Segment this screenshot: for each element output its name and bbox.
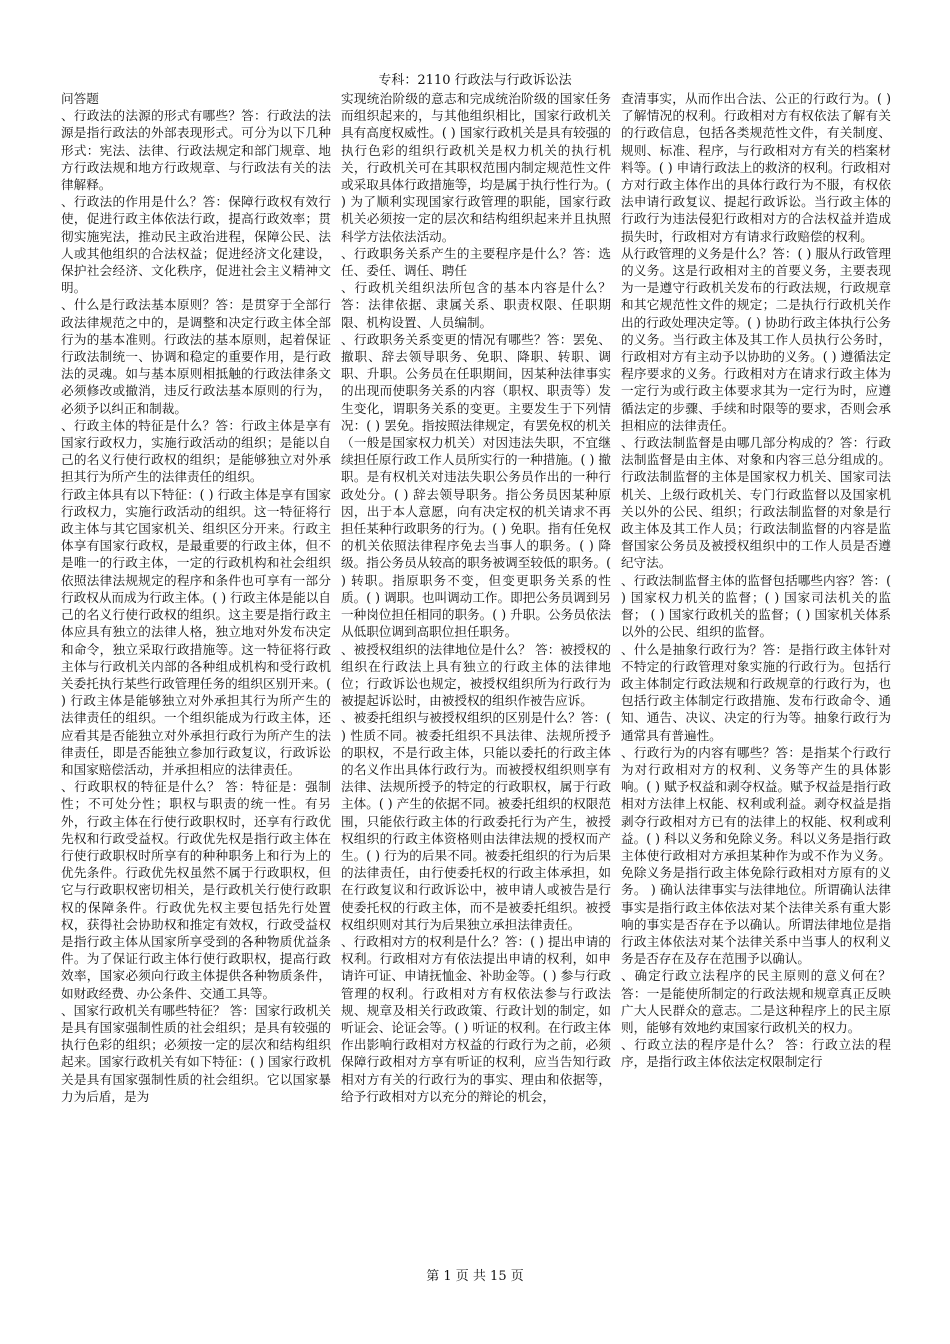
paragraph: 从行政管理的义务是什么？答：( ) 服从行政管理的义务。这是行政相对主的首要义务，主要表现为一是遵守行政机关发布的行政法规，行政规章和其它规范性文件的规定；二是执行行政机关作出的行政处理决定等。( ) 协助行政主体执行公务的义务。当行政主体及其工作人员执行公务时，行政相对方有主动予以协助的义务。( ) 遵循法定程序要求的义务。行政相对方在请求行政主体为一定行为或行政主体要求其为一定行为时，应遵循法定的步骤、手续和时限等的要求，否则会承担相应的法律责任。	[621, 245, 891, 433]
paragraph: 、行政机关组织法所包含的基本内容是什么？答：法律依据、隶属关系、职责权限、任职期限、机构设置、人员编制。	[341, 280, 611, 330]
paragraph: 、行政法制监督是由哪几部分构成的？答：行政法制监督是由主体、对象和内容三总分组成的。行政法制监督的主体是国家权力机关、国家司法机关、上级行政机关、专门行政监督以及国家机关以外的公民、组织；行政法制监督的对象是行政主体及其工作人员；行政法制监督的内容是监督国家公务员及被授权组织中的工作人员是否遵纪守法。	[621, 435, 891, 571]
paragraph: 实现统治阶级的意志和完成统治阶级的国家任务而组织起来的，与其他组织相比，国家行政机关具有高度权威性。( ) 国家行政机关是具有较强的执行色彩的组织行政机关是权力机关的执行机关，行政机关可在其职权范围内制定规范性文件或采取具体行政措施等，均是属于执行性行为。( ) 为了顺利实现国家行政管理的职能，国家行政机关必须按一定的层次和结构组织起来并且执照科学方法依法活动。	[341, 91, 611, 244]
paragraph: 、行政主体的特征是什么？答：行政主体是享有国家行政权力，实施行政活动的组织；是能以自己的名义行使行政权的组织；是能够独立对外承担其行为所产生的法律责任的组织。	[61, 417, 331, 485]
text-column-3	[621, 90, 891, 1260]
text-columns	[61, 90, 891, 1260]
paragraph: 、国家行政机关有哪些特征？ 答：国家行政机关是具有国家强制性质的社会组织；是具有较强的执行色彩的组织；必须按一定的层次和结构组织起来。国家行政机关有如下特征：( ) 国家行政机关是具有国家强制性质的社会组织。它以国家暴力为后盾，是为	[61, 1002, 331, 1104]
page-header: 专科：2110 行政法与行政诉讼法	[378, 73, 572, 88]
paragraph: 、什么是行政法基本原则？答：是贯穿于全部行政法律规范之中的，是调整和决定行政主体全部行为的基本准则。行政法的基本原则，起着保证行政法制统一、协调和稳定的重要作用，是行政法的灵魂。如与基本原则相抵触的行政法律条文必须修改或撤消，违反行政法基本原则的行为，必须予以纠正和制裁。	[61, 297, 331, 416]
paragraph: 查清事实，从而作出合法、公正的行政行为。( ) 了解情况的权利。行政相对方有权依法了解有关的行政信息，包括各类规范性文件，有关制度、规则、标准、程序，与行政相对方有关的档案材料等。( ) 申请行政法上的救济的权利。行政相对方对行政主体作出的具体行政行为不服，有权依法申请行政复议、提起行政诉讼。当行政主体的行政行为违法侵犯行政相对方的合法权益并造成损失时，行政相对方有请求行政赔偿的权利。	[621, 91, 891, 244]
page-footer: 第 1 页 共 15 页	[426, 1269, 524, 1284]
paragraph: 、行政相对方的权利是什么？答：( ) 提出申请的权利。行政相对方有依法提出申请的权利，如申请许可证、申请抚恤金、补助金等。( ) 参与行政管理的权利。行政相对方有权依法参与行政法规、规章及相关行政政策、行政计划的制定，如听证会、论证会等。( ) 听证的权利。在行政主体作出影响行政相对方权益的行政行为之前，必须保障行政相对方享有听证的权利，应当告知行政相对方有关的行政行为的事实、理由和依据等，给予行政相对方以充分的辩论的机会，	[341, 933, 611, 1104]
paragraph: 、行政法的法源的形式有哪些？答：行政法的法源是指行政法的外部表现形式。可分为以下几种形式：宪法、法律、行政法规定和部门规章、地方行政法规和地方行政规章、与行政法有关的法律解释。	[61, 108, 331, 193]
paragraph: 、行政立法的程序是什么？ 答：行政立法的程序，是指行政主体依法定权限制定行	[621, 1037, 891, 1070]
paragraph: 、行政法的作用是什么？答：保障行政权有效行使，促进行政主体依法行政，提高行政效率；贯彻实施宪法，推动民主政治进程，保障公民、法人或其他组织的合法权益；促进经济文化建设，保护社会经济、文化秩序，促进社会主义精神文明。	[61, 194, 331, 296]
paragraph: 、行政职权的特征是什么？ 答：特征是：强制性；不可处分性；职权与职责的统一性。有另外，行政主体在行使行政职权时，还享有行政优先权和行政受益权。行政优先权是指行政主体在行使行政职权时所享有的种种职务上和行为上的优先条件。行政优先权虽然不属于行政职权，但它与行政职权密切相关，是行政机关行使行政职权的保障条件。行政优先权主要包括先行处置权，获得社会协助权和推定有效权，行政受益权是指行政主体从国家所享受到的各种物质优益条件。为了保证行政主体行使行政职权，提高行政效率，国家必须向行政主体提供各种物质条件，如财政经费、办公条件、交通工具等。	[61, 779, 331, 1001]
paragraph: 、行政行为的内容有哪些？答：是指某个行政行为对行政相对方的权利、义务等产生的具体影响。( ) 赋予权益和剥夺权益。赋予权益是指行政相对方法律上权能、权利或利益。剥夺权益是指剥夺行政相对方已有的法律上的权能、权利或利益。( ) 科以义务和免除义务。科以义务是指行政主体使行政相对方承担某种作为或不作为义务。免除义务是指行政主体免除行政相对方原有的义务。 ) 确认法律事实与法律地位。所谓确认法律事实是指行政主体依法对某个法律关系有重大影响的事实是否存在予以确认。所谓法律地位是指行政主体依法对某个法律关系中当事人的权利义务是否存在及存在范围予以确认。	[621, 744, 891, 967]
text-column-1	[61, 90, 331, 1260]
text-column-2	[341, 90, 611, 1260]
paragraph: 、行政法制监督主体的监督包括哪些内容？答：( ) 国家权力机关的监督；( ) 国家司法机关的监督； ( ) 国家行政机关的监督；( ) 国家机关体系以外的公民、组织的监督。	[621, 572, 891, 640]
paragraph: 、行政职务关系变更的情况有哪些？答：罢免、撤职、辞去领导职务、免职、降职、转职、调职、升职。公务员在任职期间，因某种法律事实的出现而使职务关系的内容（职权、职责等）发生变化，谓职务关系的变更。主要发生于下列情况：( ) 罢免。指按照法律规定，有罢免权的机关（一般是国家权力机关）对因违法失职，不宜继续担任原行政工作人员所实行的一种措施。( ) 撤职。是有权机关对违法失职公务员作出的一种行政处分。( ) 辞去领导职务。指公务员因某种原因，出于本人意愿，向有决定权的机关请求不再担任某种行政职务的行为。( ) 免职。指有任免权的机关依照法律程序免去当事人的职务。( ) 降级。指公务员从较高的职务被调至较低的职务。( ) 转职。指原职务不变，但变更职务关系的性质。( ) 调职。也叫调动工作。即把公务员调到另一种岗位担任相同的职务。( ) 升职。公务员依法从低职位调到高职位担任职务。	[341, 331, 611, 640]
paragraph: 、确定行政立法程序的民主原则的意义何在？答：一是能使所制定的行政法规和规章真正反映广大人民群众的意志。二是这种程序上的民主原则，能够有效地约束国家行政机关的权力。	[621, 968, 891, 1035]
paragraph: 行政主体具有以下特征：( ) 行政主体是享有国家行政权力，实施行政活动的组织。这一特征将行政主体与其它国家机关、组织区分开来。行政主体享有国家行政权，是最重要的行政主体，但不是唯一的行政主体，一定的行政机构和社会组织依照法律法规规定的程序和条件也可享有一部分行政权从而成为行政主体。( ) 行政主体是能以自己的名义行使行政权的组织。这主要是指行政主体应具有独立的法律人格，独立地对外发布决定和命令，独立采取行政措施等。这一特征将行政主体与行政机关内部的各种组成机构和受行政机关委托执行某些行政管理任务的组织区别开来。( ) 行政主体是能够独立对外承担其行为所产生的法律责任的组织。一个组织能成为行政主体，还应看其是否能独立对外承担行政行为所产生的法律责任，即是否能独立参加行政复议，行政诉讼和国家赔偿活动，并承担相应的法律责任。	[61, 486, 331, 777]
paragraph: 、被授权组织的法律地位是什么？ 答：被授权的组织在行政法上具有独立的行政主体的法律地位；行政诉讼也规定，被授权组织所为行政行为被提起诉讼时，由被授权的组织作被告应诉。	[341, 641, 611, 709]
paragraph: 、行政职务关系产生的主要程序是什么？答：选任、委任、调任、聘任	[341, 245, 611, 279]
paragraph: 、什么是抽象行政行为？答：是指行政主体针对不特定的行政管理对象实施的行政行为。包括行政主体制定行政法规和行政规章的行政行为，也包括行政主体制定行政措施、发布行政命令、通知、通告、决议、决定的行为等。抽象行政行为通常具有普遍性。	[621, 641, 891, 743]
paragraph: 、被委托组织与被授权组织的区别是什么？答：( ) 性质不同。被委托组织不具法律、法规所授予的职权，不是行政主体，只能以委托的行政主体的名义作出具体行政行为。而被授权组织则享有法律、法规所授予的特定的行政职权，属于行政主体。( ) 产生的依据不同。被委托组织的权限范围，只能依行政主体的行政委托行为产生，被授权组织的行政主体资格则由法律法规的授权而产生。( ) 行为的后果不同。被委托组织的行为后果的法律责任，由行使委托权的行政主体承担，如在行政复议和行政诉讼中，被申请人或被告是行使委托权的行政主体，而不是被委托组织。被授权组织则对其行为后果独立承担法律责任。	[341, 710, 611, 932]
paragraph: 问答题	[61, 91, 99, 106]
